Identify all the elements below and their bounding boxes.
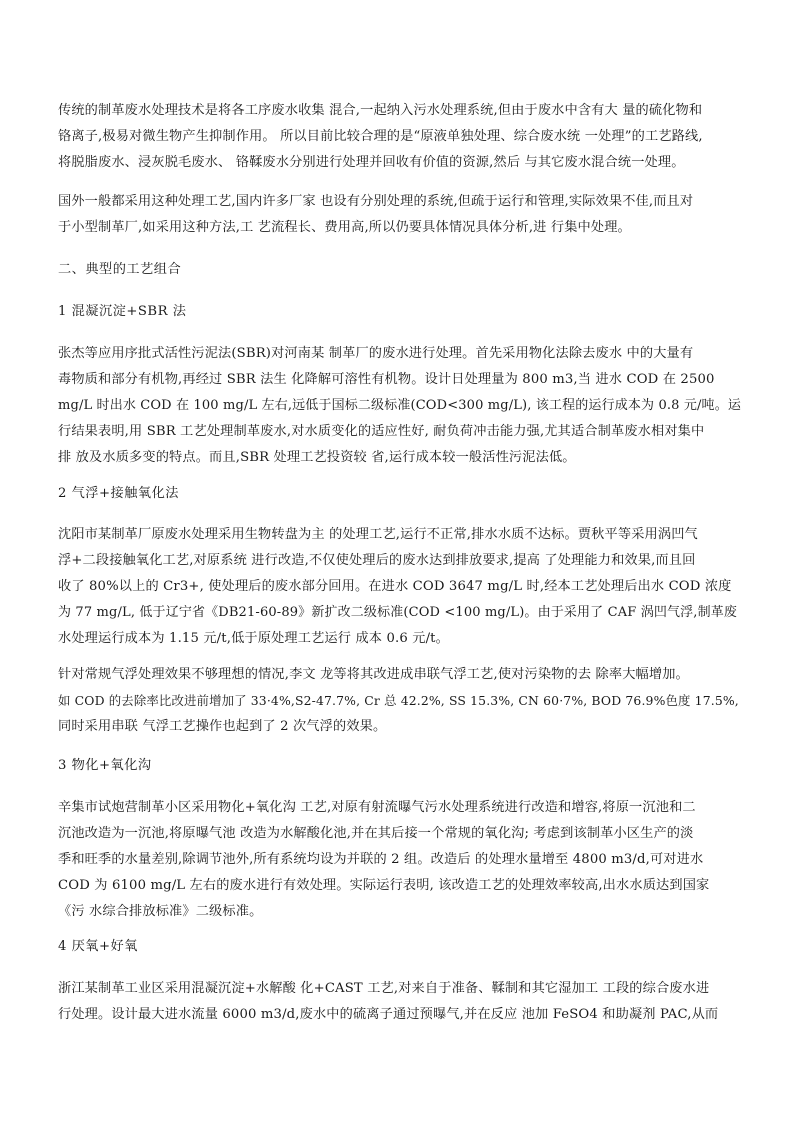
text-line: mg/L 时出水 COD 在 100 mg/L 左右,远低于国标二级标准(COD<300 mg/L), 该工程的运行成本为 0.8 元/吨。运 <box>58 398 741 413</box>
text-line: 如 COD 的去除率比改进前增加了 33·4%,S2-47.7%, Cr 总 42.2%, SS 15.3%, CN 60·7%, BOD 76.9%色度 17.5%, <box>58 693 739 708</box>
text-line: 国外一般都采用这种处理工艺,国内许多厂家 也设有分别处理的系统,但疏于运行和管理,实际效果不佳,而且对 <box>58 194 694 209</box>
text-line: 沉池改造为一沉池,将原曝气池 改造为水解酸化池,并在其后接一个常规的氧化沟; 考虑到该制革小区生产的淡 <box>58 826 694 841</box>
heading-text: 二、典型的工艺组合 <box>58 262 182 277</box>
text-line: 《污 水综合排放标准》二级标准。 <box>58 904 263 919</box>
text-line: COD 为 6100 mg/L 左右的废水进行有效处理。实际运行表明, 该改造工艺的处理效率较高,出水水质达到国家 <box>58 878 710 893</box>
paragraph-series-flotation <box>58 662 742 740</box>
heading-text: 2 气浮+接触氧化法 <box>58 486 179 501</box>
text-line: 收了 80%以上的 Cr3+, 使处理后的废水部分回用。在进水 COD 3647 mg/L 时,经本工艺处理后出水 COD 浓度 <box>58 579 732 594</box>
text-line: 为 77 mg/L, 低于辽宁省《DB21-60-89》新扩改二级标准(COD <100 mg/L)。由于采用了 CAF 涡凹气浮,制革废 <box>58 605 738 620</box>
paragraph-shenyang-case <box>58 522 742 652</box>
text-line: 针对常规气浮处理效果不够理想的情况,李文 龙等将其改进成串联气浮工艺,使对污染物的去 除率大幅增加。 <box>58 667 689 682</box>
text-line: 辛集市试炮营制革小区采用物化+氧化沟 工艺,对原有射流曝气污水处理系统进行改造和增容,将原一沉池和二 <box>58 800 696 815</box>
paragraph-sbr-case <box>58 341 742 471</box>
paragraph-xinji-case <box>58 795 742 925</box>
section-heading-typical-combinations <box>58 257 742 283</box>
subheading-flotation-contact-oxidation <box>58 481 742 507</box>
subheading-physicochemical-oxidation-ditch <box>58 753 742 779</box>
text-line: 毒物质和部分有机物,再经过 SBR 法生 化降解可溶性有机物。设计日处理量为 800 m3,当 进水 COD 在 2500 <box>58 372 715 387</box>
text-line: 浙江某制革工业区采用混凝沉淀+水解酸 化+CAST 工艺,对来自于准备、鞣制和其它湿加工 工段的综合废水进 <box>58 981 710 996</box>
paragraph-foreign-practice <box>58 189 742 241</box>
text-line: 同时采用串联 气浮工艺操作也起到了 2 次气浮的效果。 <box>58 719 387 734</box>
subheading-anaerobic-aerobic <box>58 934 742 960</box>
text-line: 浮+二段接触氧化工艺,对原系统 进行改造,不仅使处理后的废水达到排放要求,提高 了处理能力和效果,而且回 <box>58 553 696 568</box>
text-line: 将脱脂废水、浸灰脱毛废水、 铬鞣废水分别进行处理并回收有价值的资源,然后 与其它废水混合统一处理。 <box>58 155 685 170</box>
heading-text: 3 物化+氧化沟 <box>58 758 152 773</box>
text-line: 排 放及水质多变的特点。而且,SBR 处理工艺投资较 省,运行成本较一般活性污泥法低。 <box>58 450 576 465</box>
heading-text: 4 厌氧+好氧 <box>58 939 138 954</box>
text-line: 水处理运行成本为 1.15 元/t,低于原处理工艺运行 成本 0.6 元/t。 <box>58 631 449 646</box>
heading-text: 1 混凝沉淀+SBR 法 <box>58 304 187 319</box>
text-line: 行结果表明,用 SBR 工艺处理制革废水,对水质变化的适应性好, 耐负荷冲击能力强,尤其适合制革废水相对集中 <box>58 424 705 439</box>
text-line: 行处理。设计最大进水流量 6000 m3/d,废水中的硫离子通过预曝气,并在反应 池加 FeSO4 和助凝剂 PAC,从而 <box>58 1007 719 1022</box>
text-line: 季和旺季的水量差别,除调节池外,所有系统均设为并联的 2 组。改造后 的处理水量增至 4800 m3/d,可对进水 <box>58 852 704 867</box>
subheading-coagulation-sbr <box>58 299 742 325</box>
text-line: 传统的制革废水处理技术是将各工序废水收集 混合,一起纳入污水处理系统,但由于废水中含有大 量的硫化物和 <box>58 103 703 118</box>
paragraph-intro <box>58 98 742 176</box>
paragraph-zhejiang-case <box>58 976 742 1028</box>
text-line: 张杰等应用序批式活性污泥法(SBR)对河南某 制革厂的废水进行处理。首先采用物化法除去废水 中的大量有 <box>58 346 694 361</box>
text-line: 于小型制革厂,如采用这种方法,工 艺流程长、费用高,所以仍要具体情况具体分析,进 行集中处理。 <box>58 220 631 235</box>
text-line: 铬离子,极易对微生物产生抑制作用。 所以目前比较合理的是“原液单独处理、综合废水统 一处理”的工艺路线, <box>58 129 703 144</box>
text-line: 沈阳市某制革厂原废水处理采用生物转盘为主 的处理工艺,运行不正常,排水水质不达标。贾秋平等采用涡凹气 <box>58 527 698 542</box>
